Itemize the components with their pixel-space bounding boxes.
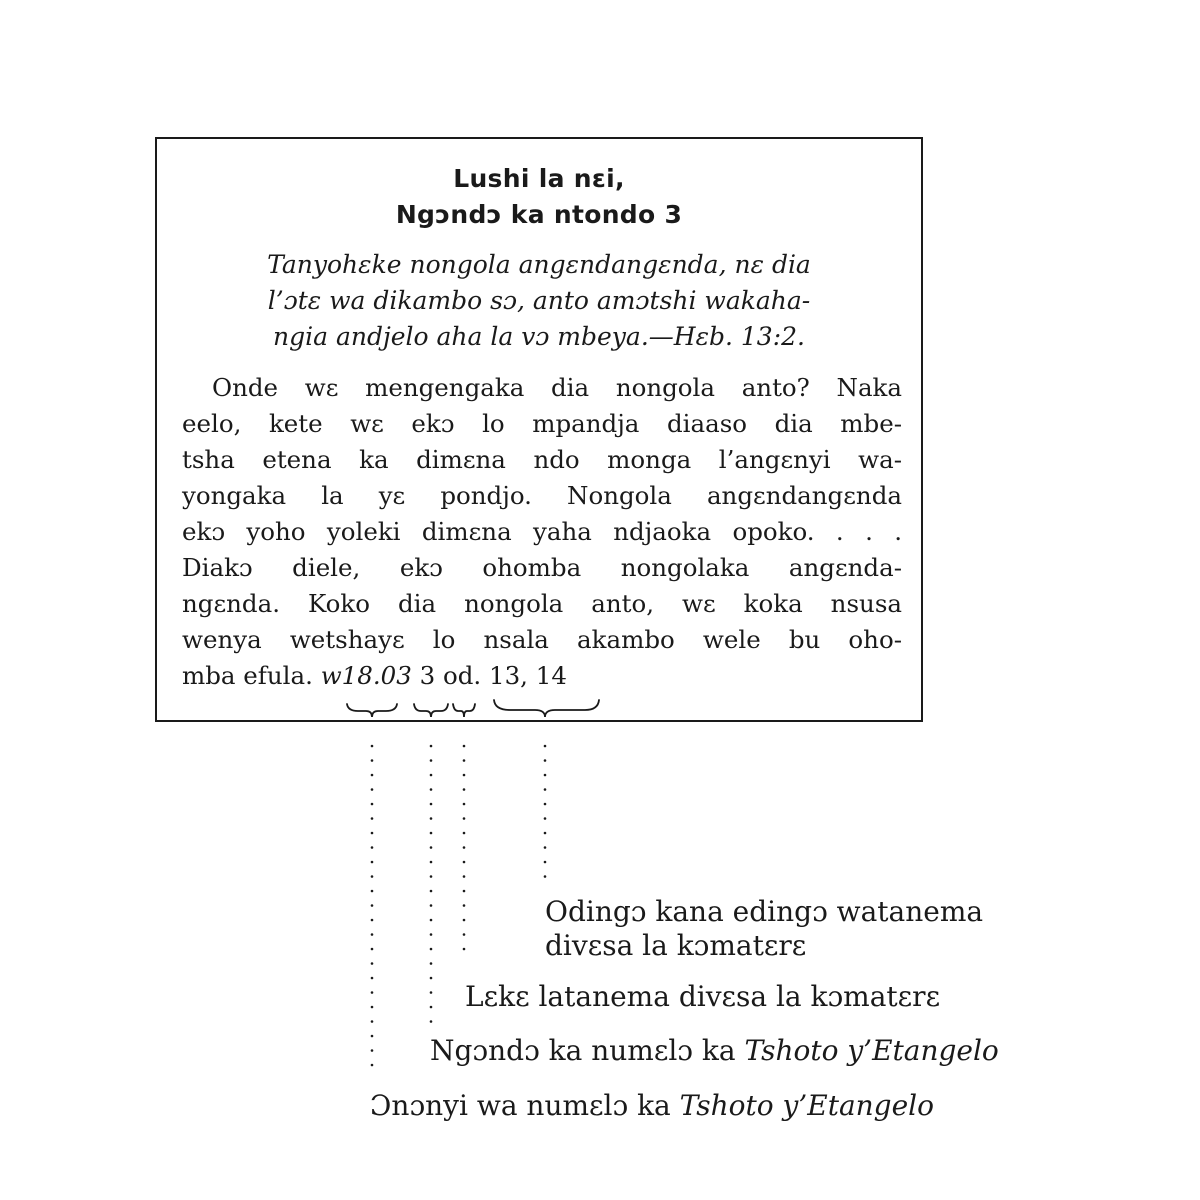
verse-line: Tanyohɛke nongola angɛndangɛnda, nɛ dia [267,250,811,279]
label-year-prefix: Ɔnɔnyi wa numɛlɔ ka [370,1089,680,1122]
label-paragraphs-line1: Odingɔ kana edingɔ watanema [545,895,984,928]
label-year-title: Tshoto y’Etangelo [679,1089,934,1122]
date-heading-line1: Lushi la nɛi, [453,164,625,193]
label-year [370,1089,934,1123]
page-brace [453,704,475,717]
body-line: wenya wetshayɛ lo nsala akambo wele bu oho- [182,625,902,654]
body-line: Diakɔ diele, ekɔ ohomba nongolaka angɛnda- [182,553,902,582]
citation-issue: w18 [320,661,373,690]
body-line: ekɔ yoho yoleki dimɛna yaha ndjaoka opoko. . . . [182,517,902,546]
date-heading-line2: Ngɔndɔ ka ntondo 3 [395,200,683,229]
body-line: Onde wɛ mengengaka dia nongola anto? Naka [212,373,902,402]
body-line: ngɛnda. Koko dia nongola anto, wɛ koka nsusa [182,589,902,618]
label-page: Lɛkɛ latanema divɛsa la kɔmatɛrɛ [465,980,941,1013]
issue-brace [347,704,397,717]
verse-line: ngia andjelo aha la vɔ mbeya.—Hɛb. 13:2. [273,322,805,351]
label-month-title: Tshoto y’Etangelo [744,1034,999,1067]
label-month-prefix: Ngɔndɔ ka numɛlɔ ka [430,1034,745,1067]
label-paragraphs-line2: divɛsa la kɔmatɛrɛ [545,929,807,962]
paragraphs-brace [494,700,599,717]
month-brace [414,704,448,717]
label-month [430,1034,999,1068]
citation-paragraphs: od. 13, 14 [443,661,567,690]
body-line: tsha etena ka dimɛna ndo monga l’angɛnyi wa- [182,445,902,474]
body-line: yongaka la yɛ pondjo. Nongola angɛndangɛnda [182,481,902,510]
body-line: eelo, kete wɛ ekɔ lo mpandja diaaso dia mbe- [182,409,902,438]
body-line-end: mba efula. [182,661,313,690]
citation-month: .03 [372,661,412,690]
citation-page: 3 [419,661,436,690]
verse-line: l’ɔtɛ wa dikambo sɔ, anto amɔtshi wakaha- [267,286,811,315]
